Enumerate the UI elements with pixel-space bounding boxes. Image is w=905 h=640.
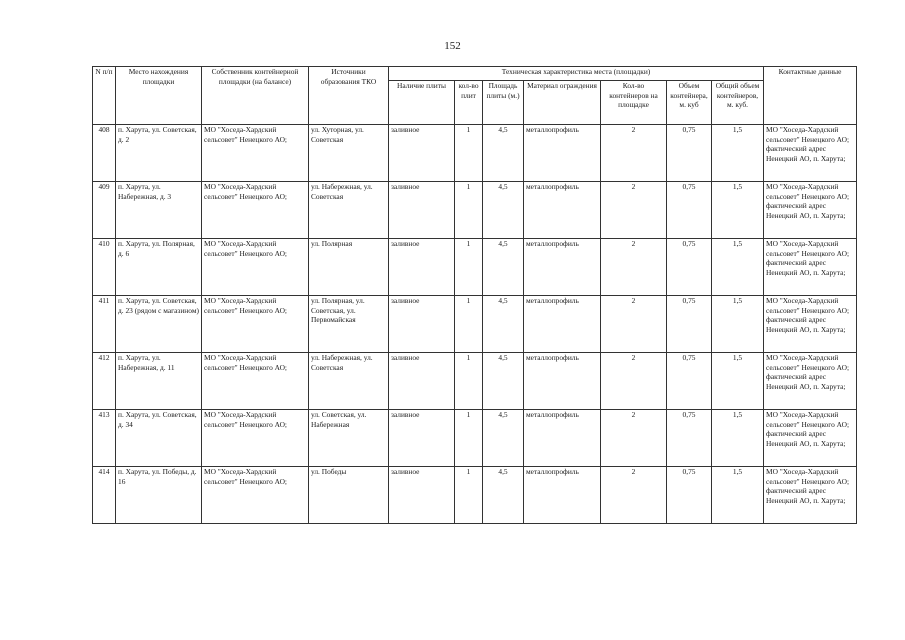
cell-volume: 0,75 <box>667 467 712 524</box>
cell-sources: ул. Набережная, ул. Советская <box>309 353 389 410</box>
cell-contacts: МО "Хоседа-Хардский сельсовет" Ненецкого АО; фактический адрес Ненецкий АО, п. Харута; <box>764 239 857 296</box>
cell-total-volume: 1,5 <box>712 239 764 296</box>
cell-location: п. Харута, ул. Советская, д. 34 <box>116 410 202 467</box>
cell-area: 4,5 <box>483 467 524 524</box>
table-row <box>93 125 857 182</box>
cell-owner: МО "Хоседа-Хардский сельсовет" Ненецкого АО; <box>202 296 309 353</box>
header-tech: Техническая характеристика места (площадки) <box>389 67 764 81</box>
cell-fence: металлопрофиль <box>524 239 601 296</box>
cell-owner: МО "Хоседа-Хардский сельсовет" Ненецкого АО; <box>202 410 309 467</box>
cell-fence: металлопрофиль <box>524 125 601 182</box>
cell-location: п. Харута, ул. Советская, д. 2 <box>116 125 202 182</box>
cell-num: 414 <box>93 467 116 524</box>
cell-total-volume: 1,5 <box>712 353 764 410</box>
cell-slab: заливное <box>389 410 455 467</box>
cell-volume: 0,75 <box>667 353 712 410</box>
cell-volume: 0,75 <box>667 410 712 467</box>
cell-contacts: МО "Хоседа-Хардский сельсовет" Ненецкого АО; фактический адрес Ненецкий АО, п. Харута; <box>764 125 857 182</box>
cell-slab-count: 1 <box>455 239 483 296</box>
header-total-volume: Общий объем контейнеров, м. куб. <box>712 81 764 125</box>
cell-sources: ул. Хуторная, ул. Советская <box>309 125 389 182</box>
cell-contacts: МО "Хоседа-Хардский сельсовет" Ненецкого АО; фактический адрес Ненецкий АО, п. Харута; <box>764 410 857 467</box>
header-volume: Объем контейнера, м. куб <box>667 81 712 125</box>
cell-slab: заливное <box>389 296 455 353</box>
header-num: N п/п <box>93 67 116 125</box>
cell-location: п. Харута, ул. Набережная, д. 3 <box>116 182 202 239</box>
container-sites-table <box>92 66 857 524</box>
cell-slab-count: 1 <box>455 296 483 353</box>
cell-slab: заливное <box>389 353 455 410</box>
cell-location: п. Харута, ул. Советская, д. 23 (рядом с магазином) <box>116 296 202 353</box>
cell-containers: 2 <box>601 296 667 353</box>
cell-area: 4,5 <box>483 182 524 239</box>
cell-sources: ул. Полярная <box>309 239 389 296</box>
cell-fence: металлопрофиль <box>524 353 601 410</box>
cell-total-volume: 1,5 <box>712 296 764 353</box>
cell-slab-count: 1 <box>455 182 483 239</box>
cell-owner: МО "Хоседа-Хардский сельсовет" Ненецкого АО; <box>202 182 309 239</box>
cell-fence: металлопрофиль <box>524 296 601 353</box>
cell-total-volume: 1,5 <box>712 182 764 239</box>
cell-slab-count: 1 <box>455 410 483 467</box>
cell-containers: 2 <box>601 410 667 467</box>
cell-area: 4,5 <box>483 296 524 353</box>
cell-contacts: МО "Хоседа-Хардский сельсовет" Ненецкого АО; фактический адрес Ненецкий АО, п. Харута; <box>764 296 857 353</box>
cell-owner: МО "Хоседа-Хардский сельсовет" Ненецкого АО; <box>202 353 309 410</box>
table-row <box>93 296 857 353</box>
cell-num: 413 <box>93 410 116 467</box>
cell-fence: металлопрофиль <box>524 182 601 239</box>
header-containers: Кол-во контейнеров на площадке <box>601 81 667 125</box>
cell-num: 412 <box>93 353 116 410</box>
cell-num: 411 <box>93 296 116 353</box>
cell-total-volume: 1,5 <box>712 467 764 524</box>
cell-owner: МО "Хоседа-Хардский сельсовет" Ненецкого АО; <box>202 239 309 296</box>
cell-sources: ул. Набережная, ул. Советская <box>309 182 389 239</box>
cell-fence: металлопрофиль <box>524 410 601 467</box>
cell-area: 4,5 <box>483 353 524 410</box>
cell-slab-count: 1 <box>455 125 483 182</box>
cell-area: 4,5 <box>483 125 524 182</box>
cell-containers: 2 <box>601 125 667 182</box>
table-row <box>93 410 857 467</box>
cell-containers: 2 <box>601 353 667 410</box>
cell-location: п. Харута, ул. Победы, д. 16 <box>116 467 202 524</box>
header-location: Место нахождения площадки <box>116 67 202 125</box>
header-slab-count: кол-во плит <box>455 81 483 125</box>
cell-location: п. Харута, ул. Полярная, д. 6 <box>116 239 202 296</box>
header-owner: Собственник контейнерной площадки (на балансе) <box>202 67 309 125</box>
cell-num: 408 <box>93 125 116 182</box>
cell-slab: заливное <box>389 467 455 524</box>
cell-containers: 2 <box>601 467 667 524</box>
cell-sources: ул. Советская, ул. Набережная <box>309 410 389 467</box>
cell-num: 409 <box>93 182 116 239</box>
header-contacts: Контактные данные <box>764 67 857 125</box>
cell-volume: 0,75 <box>667 182 712 239</box>
cell-sources: ул. Победы <box>309 467 389 524</box>
cell-volume: 0,75 <box>667 239 712 296</box>
cell-area: 4,5 <box>483 410 524 467</box>
page-number: 152 <box>444 40 461 52</box>
cell-owner: МО "Хоседа-Хардский сельсовет" Ненецкого АО; <box>202 467 309 524</box>
cell-volume: 0,75 <box>667 125 712 182</box>
cell-total-volume: 1,5 <box>712 125 764 182</box>
cell-fence: металлопрофиль <box>524 467 601 524</box>
table-row <box>93 182 857 239</box>
cell-contacts: МО "Хоседа-Хардский сельсовет" Ненецкого АО; фактический адрес Ненецкий АО, п. Харута; <box>764 467 857 524</box>
table-row <box>93 467 857 524</box>
header-area: Площадь плиты (м.) <box>483 81 524 125</box>
cell-volume: 0,75 <box>667 296 712 353</box>
cell-slab-count: 1 <box>455 467 483 524</box>
cell-containers: 2 <box>601 239 667 296</box>
cell-slab: заливное <box>389 125 455 182</box>
cell-slab-count: 1 <box>455 353 483 410</box>
cell-containers: 2 <box>601 182 667 239</box>
table-row <box>93 353 857 410</box>
cell-contacts: МО "Хоседа-Хардский сельсовет" Ненецкого АО; фактический адрес Ненецкий АО, п. Харута; <box>764 182 857 239</box>
cell-area: 4,5 <box>483 239 524 296</box>
cell-slab: заливное <box>389 239 455 296</box>
table-row <box>93 239 857 296</box>
cell-total-volume: 1,5 <box>712 410 764 467</box>
cell-location: п. Харута, ул. Набережная, д. 11 <box>116 353 202 410</box>
cell-contacts: МО "Хоседа-Хардский сельсовет" Ненецкого АО; фактический адрес Ненецкий АО, п. Харута; <box>764 353 857 410</box>
cell-sources: ул. Полярная, ул. Советская, ул. Первомайская <box>309 296 389 353</box>
cell-num: 410 <box>93 239 116 296</box>
header-fence: Материал ограждения <box>524 81 601 125</box>
header-sources: Источники образования ТКО <box>309 67 389 125</box>
cell-slab: заливное <box>389 182 455 239</box>
cell-owner: МО "Хоседа-Хардский сельсовет" Ненецкого АО; <box>202 125 309 182</box>
header-slab: Наличие плиты <box>389 81 455 125</box>
